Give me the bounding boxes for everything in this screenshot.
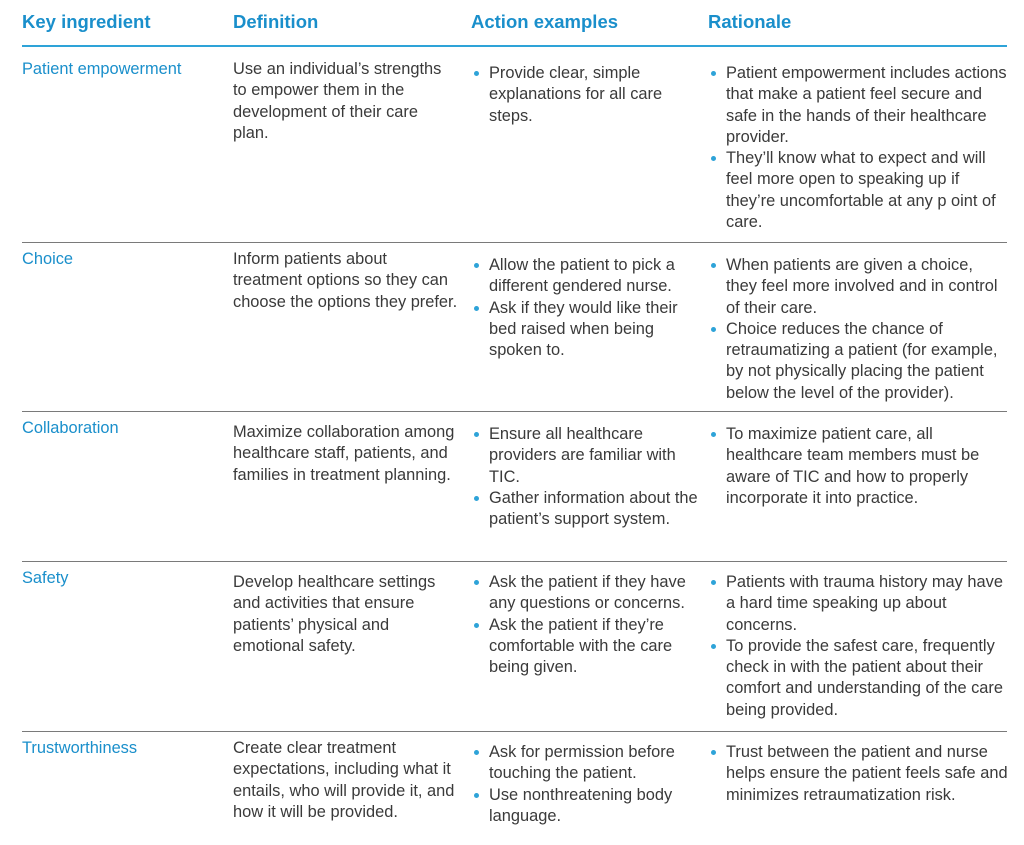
rationale-list xyxy=(708,572,1008,721)
header-rationale: Rationale xyxy=(708,11,792,32)
action-item: Ask if they would like their bed raised when being spoken to. xyxy=(471,298,703,362)
rationale-list xyxy=(708,63,1008,233)
rationale-item: When patients are given a choice, they feel more involved and in control of their care. xyxy=(708,255,1008,319)
ingredient-cell: Patient empowerment xyxy=(22,60,182,78)
action-item: Ask the patient if they have any questions or concerns. xyxy=(471,572,703,615)
rationale-item: They’ll know what to expect and will feel more open to speaking up if they’re uncomfortable at any p oint of care. xyxy=(708,148,1008,233)
rationale-item: To maximize patient care, all healthcare team members must be aware of TIC and how to properly incorporate it into practice. xyxy=(708,424,1008,509)
rationale-list xyxy=(708,255,1008,404)
action-list xyxy=(471,255,703,361)
ingredient-cell: Trustworthiness xyxy=(22,739,138,757)
definition-cell: Create clear treatment expectations, including what it entails, who will provide it, and how it will be provided. xyxy=(233,739,455,821)
action-item: Gather information about the patient’s support system. xyxy=(471,488,703,531)
table-row xyxy=(22,562,1007,732)
action-item: Ask the patient if they’re comfortable with the care being given. xyxy=(471,615,703,679)
action-list xyxy=(471,424,703,530)
definition-cell: Maximize collaboration among healthcare staff, patients, and families in treatment planning. xyxy=(233,423,455,484)
rationale-list xyxy=(708,742,1008,806)
header-action-examples: Action examples xyxy=(471,11,619,32)
header-definition: Definition xyxy=(233,11,319,32)
ingredient-cell: Choice xyxy=(22,250,74,268)
rationale-item: To provide the safest care, frequently check in with the patient about their comfort and understanding of the care being provided. xyxy=(708,636,1008,721)
rationale-item: Choice reduces the chance of retraumatizing a patient (for example, by not physically placing the patient below the level of the provider). xyxy=(708,319,1008,404)
rationale-item: Patient empowerment includes actions that make a patient feel secure and safe in the hands of their healthcare provider. xyxy=(708,63,1008,148)
definition-cell: Develop healthcare settings and activities that ensure patients’ physical and emotional safety. xyxy=(233,573,436,655)
rationale-item: Patients with trauma history may have a hard time speaking up about concerns. xyxy=(708,572,1008,636)
action-item: Use nonthreatening body language. xyxy=(471,785,703,828)
table-row xyxy=(22,732,1007,842)
action-item: Ensure all healthcare providers are familiar with TIC. xyxy=(471,424,703,488)
definition-cell: Inform patients about treatment options so they can choose the options they prefer. xyxy=(233,250,458,311)
table-header xyxy=(22,0,1007,47)
rationale-item: Trust between the patient and nurse helps ensure the patient feels safe and minimizes retraumatization risk. xyxy=(708,742,1008,806)
ingredient-cell: Safety xyxy=(22,569,69,587)
action-list xyxy=(471,572,703,678)
action-list xyxy=(471,742,703,827)
table-row xyxy=(22,243,1007,412)
header-key-ingredient: Key ingredient xyxy=(22,11,151,32)
action-list xyxy=(471,63,703,127)
table-row xyxy=(22,412,1007,562)
ingredient-cell: Collaboration xyxy=(22,419,119,437)
action-item: Provide clear, simple explanations for all care steps. xyxy=(471,63,703,127)
definition-cell: Use an individual’s strengths to empower them in the development of their care plan. xyxy=(233,60,442,142)
table-row xyxy=(22,47,1007,243)
action-item: Allow the patient to pick a different gendered nurse. xyxy=(471,255,703,298)
action-item: Ask for permission before touching the patient. xyxy=(471,742,703,785)
rationale-list xyxy=(708,424,1008,509)
